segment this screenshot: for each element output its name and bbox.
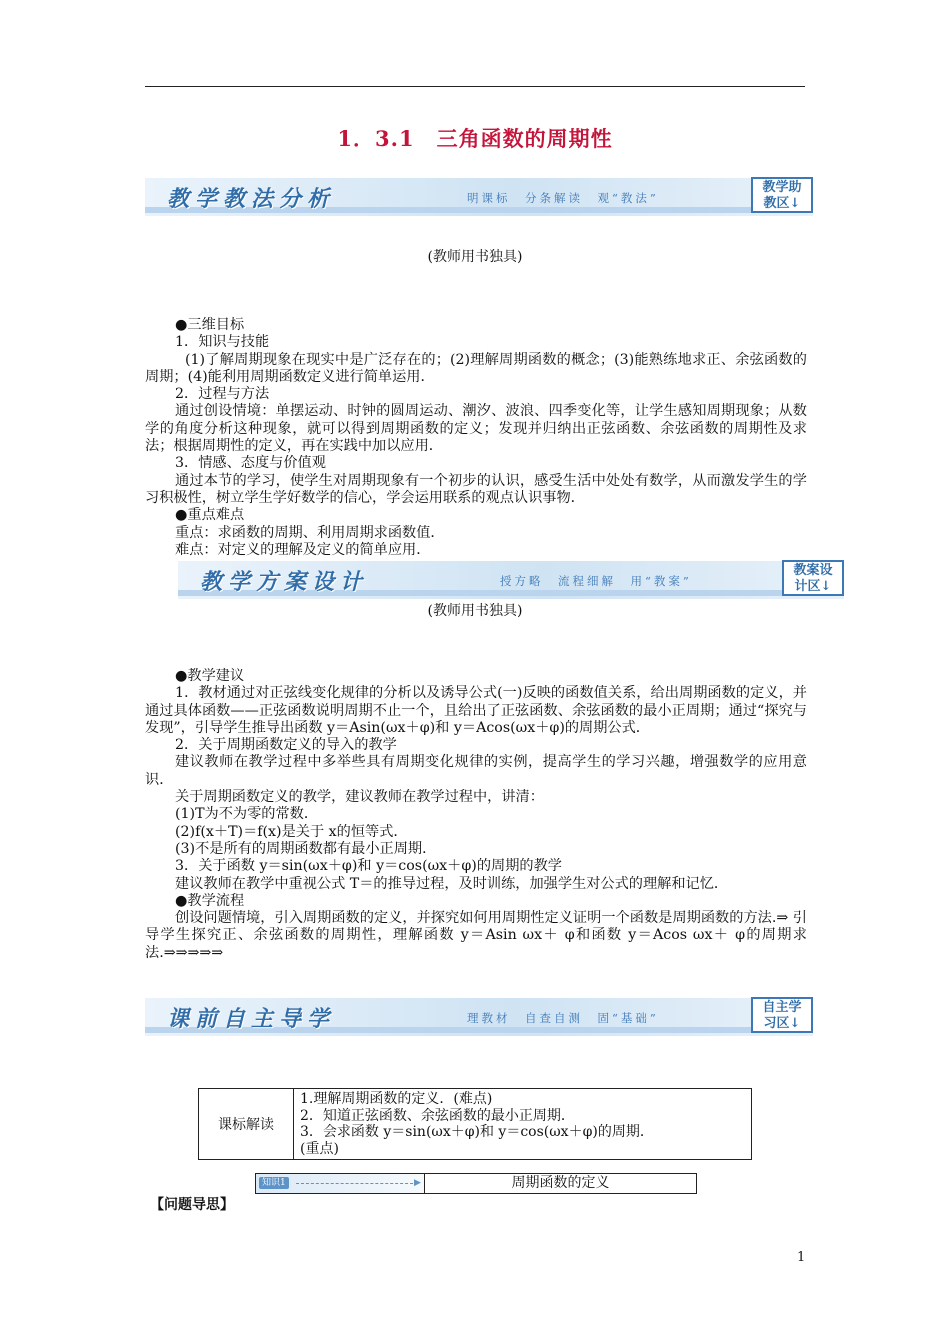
table-row xyxy=(199,1089,752,1160)
dashed-arrow-line xyxy=(296,1183,418,1184)
arrow-right-icon: ▶ xyxy=(414,1178,421,1188)
paragraph-process: 通过创设情境：单摆运动、时钟的圆周运动、潮汐、波浪、四季变化等，让学生感知周期现象；从数学的角度分析这种现象，就可以得到周期函数的定义；发现并归纳出正弦函数、余弦函数的周期性及求法；根据周期性的定义，再在实践中加以应用． xyxy=(145,403,807,455)
banner-section-box xyxy=(751,997,813,1033)
box-line2: 计区 xyxy=(794,579,821,594)
paragraph-suggestion-3: 建议教师在教学中重视公式 T＝的推导过程，及时训练，加强学生对公式的理解和记忆． xyxy=(175,875,729,892)
box-line1: 教学助 xyxy=(762,180,802,195)
heading-teaching-flow: ●教学流程 xyxy=(175,892,245,909)
objective-line: 2．知道正弦函数、余弦函数的最小正周期． xyxy=(300,1107,575,1124)
list-item-2: (2)f(x＋T)＝f(x)是关于 x的恒等式． xyxy=(175,823,408,840)
table-label: 课标解读 xyxy=(199,1089,294,1160)
knowledge-tag: 知识1 xyxy=(259,1177,289,1189)
list-item-3: (3)不是所有的周期函数都有最小正周期． xyxy=(175,840,437,857)
banner-teaching-analysis xyxy=(145,178,813,216)
curriculum-objectives-table xyxy=(198,1088,752,1160)
banner-self-study xyxy=(145,998,813,1036)
banner-title: 教学教法分析 xyxy=(167,186,336,212)
subheading-emotion: 3．情感、态度与价值观 xyxy=(175,455,326,472)
header-rule xyxy=(145,86,805,87)
paragraph-teaching-flow: 创设问题情境，引入周期函数的定义，并探究如何用周期性定义证明一个函数是周期函数的方法.⇒ 引导学生探究正、余弦函数的周期性，理解函数 y＝Asin ωx＋ φ和函数 y＝Acos ωx＋ φ的周期求法.⇒⇒⇒⇒⇒ xyxy=(145,910,807,961)
difficult-point: 难点：对定义的理解及定义的简单应用． xyxy=(175,541,431,558)
paragraph-emotion: 通过本节的学习，使学生对周期现象有一个初步的认识，感受生活中处处有数学，从而激发学生的学习积极性，树立学生学好数学的信心，学会运用联系的观点认识事物． xyxy=(145,472,807,506)
box-line1: 教案设 xyxy=(793,563,833,578)
subheading-suggestion-2: 2．关于周期函数定义的导入的教学 xyxy=(175,737,397,754)
banner-section-box xyxy=(782,560,844,596)
list-item-1: (1)T为不为零的常数． xyxy=(175,806,319,823)
section-suggestions xyxy=(145,668,807,962)
knowledge-point-bar xyxy=(255,1173,697,1194)
question-guide-heading: 【问题导思】 xyxy=(150,1197,234,1213)
objective-line: (重点) xyxy=(300,1140,339,1157)
banner-title: 课前自主导学 xyxy=(167,1006,336,1032)
table-content xyxy=(294,1089,752,1160)
box-line1: 自主学 xyxy=(762,1000,802,1015)
paragraph-suggestion-1: 1．教材通过对正弦线变化规律的分析以及诱导公式(一)反映的函数值关系，给出周期函数的定义，并通过具体函数——正弦函数说明周期不止一个，且给出了正弦函数、余弦函数的最小正周期；通过“探究与发现”，引导学生推导出函数 y＝Asin(ωx＋φ)和 y＝Acos(ωx＋φ)的周期公式． xyxy=(145,685,807,736)
page-title: 1．3.1 三角函数的周期性 xyxy=(337,126,613,151)
teacher-note: (教师用书独具) xyxy=(427,249,523,265)
objective-line: 3．会求函数 y＝sin(ωx＋φ)和 y＝cos(ωx＋φ)的周期． xyxy=(300,1124,654,1140)
banner-subtitle: 授方略 流程细解 用“教案” xyxy=(500,574,692,588)
banner-subtitle: 明课标 分条解读 观“教法” xyxy=(467,191,659,205)
down-arrow-icon: ↓ xyxy=(820,579,832,594)
down-arrow-icon: ↓ xyxy=(789,1016,801,1031)
knowledge-label: 周期函数的定义 xyxy=(511,1175,610,1191)
paragraph-suggestion-2: 建议教师在教学过程中多举些具有周期变化规律的实例，提高学生的学习兴趣，增强数学的应用意识． xyxy=(145,754,807,788)
knowledge-tag-area xyxy=(256,1174,425,1193)
objective-line: 1.理解周期函数的定义．(难点) xyxy=(300,1091,493,1107)
section-objectives xyxy=(145,317,807,559)
heading-key-points: ●重点难点 xyxy=(175,507,245,524)
banner-teaching-design xyxy=(178,561,844,599)
subheading-process: 2．过程与方法 xyxy=(175,386,270,403)
subheading-knowledge: 1．知识与技能 xyxy=(175,334,270,351)
heading-teaching-suggestions: ●教学建议 xyxy=(175,668,245,684)
teacher-note: (教师用书独具) xyxy=(427,603,523,619)
paragraph-definition-teaching: 关于周期函数定义的教学，建议教师在教学过程中，讲清： xyxy=(175,789,544,806)
page-number: 1 xyxy=(797,1250,806,1265)
box-line2: 习区 xyxy=(763,1016,790,1031)
banner-section-box xyxy=(751,177,813,213)
heading-three-dimensional-goals: ●三维目标 xyxy=(175,317,245,333)
down-arrow-icon: ↓ xyxy=(789,196,801,211)
subheading-suggestion-3: 3．关于函数 y＝sin(ωx＋φ)和 y＝cos(ωx＋φ)的周期的教学 xyxy=(175,858,562,875)
paragraph-knowledge: (1)了解周期现象在现实中是广泛存在的；(2)理解周期函数的概念；(3)能熟练地求正、余弦函数的周期；(4)能利用周期函数定义进行简单运用． xyxy=(145,351,807,385)
key-point: 重点：求函数的周期、利用周期求函数值． xyxy=(175,524,445,541)
banner-subtitle: 理教材 自查自测 固“基础” xyxy=(467,1011,659,1025)
box-line2: 教区 xyxy=(763,196,790,211)
banner-title: 教学方案设计 xyxy=(200,569,369,595)
